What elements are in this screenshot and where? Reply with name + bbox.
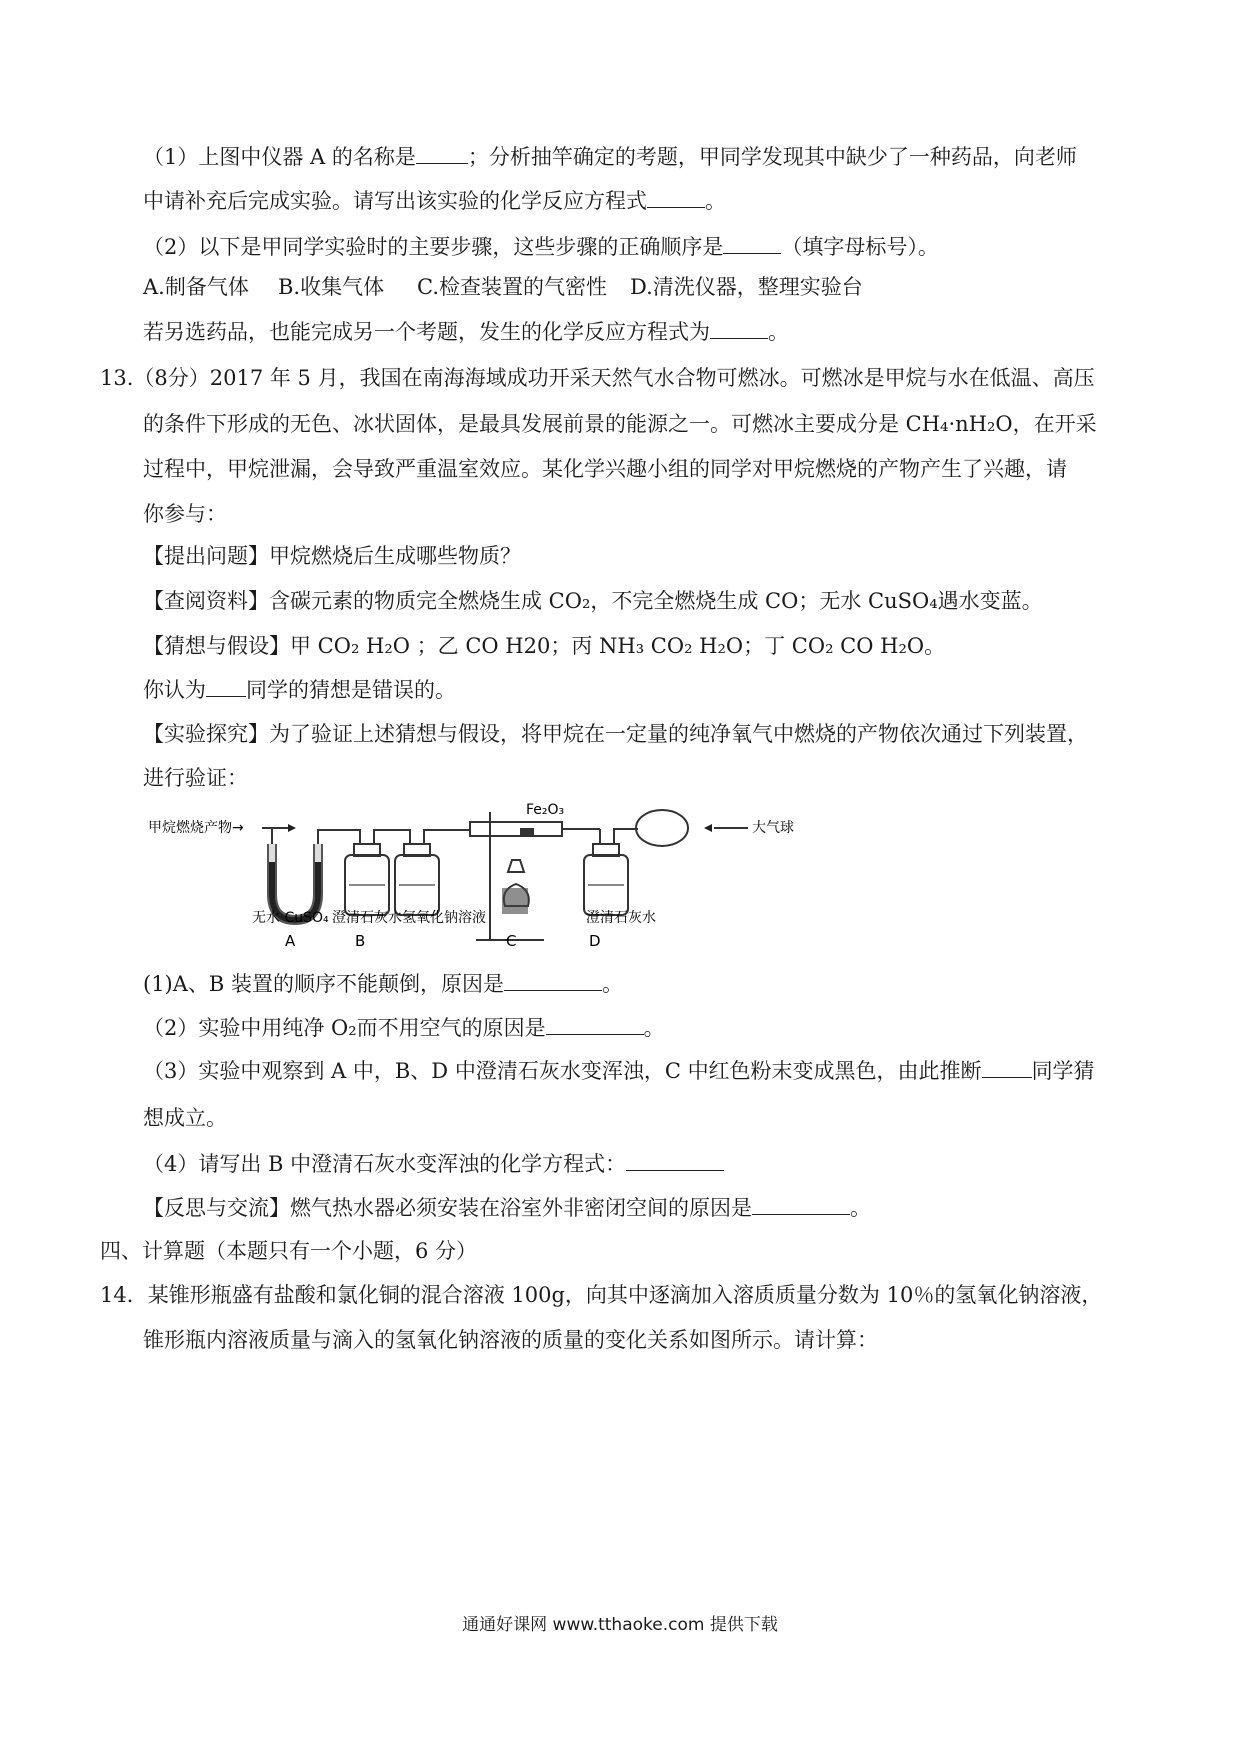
q13-sub3-line2: 想成立。 xyxy=(143,1106,227,1130)
answer-blank[interactable] xyxy=(416,143,468,164)
answer-blank[interactable] xyxy=(982,1057,1032,1078)
answer-blank[interactable] xyxy=(710,318,768,339)
balloon xyxy=(636,810,688,846)
q13-hypothesis: 【猜想与假设】甲 CO₂ H₂O ；乙 CO H20；丙 NH₃ CO₂ H₂O；丁 CO₂ CO H₂O。 xyxy=(143,634,946,658)
option-d: D.清洗仪器，整理实验台 xyxy=(630,275,863,299)
letter-c: C xyxy=(506,932,517,950)
q13-sub4: （4）请写出 B 中澄清石灰水变浑浊的化学方程式： xyxy=(143,1150,724,1178)
option-c: C.检查装置的气密性 xyxy=(417,275,607,299)
q13-sub3-line1: （3）实验中观察到 A 中，B、D 中澄清石灰水变浑浊，C 中红色粉末变成黑色，由此推断 同学猜 xyxy=(143,1059,1095,1083)
u-tube xyxy=(272,844,318,920)
q13-intro-line1: 13.（8分）2017 年 5 月，我国在南海海域成功开采天然气水合物可燃冰。可燃冰是甲烷与水在低温、高压 xyxy=(100,366,1095,390)
q13-intro-line4: 你参与： xyxy=(143,502,227,526)
letter-b: B xyxy=(355,932,366,950)
reagent-naoh: 氢氧化钠溶液 xyxy=(402,910,486,926)
balloon-label: 大气球 xyxy=(752,820,794,836)
answer-blank[interactable] xyxy=(206,676,246,697)
q12-part2: （2）以下是甲同学实验时的主要步骤，这些步骤的正确顺序是 （填字母标号）。 xyxy=(143,235,939,259)
option-b: B.收集气体 xyxy=(278,275,385,299)
q13-sub2: （2）实验中用纯净 O₂而不用空气的原因是 。 xyxy=(143,1016,665,1040)
q13-info: 【查阅资料】含碳元素的物质完全燃烧生成 CO₂，不完全燃烧生成 CO；无水 CuSO₄遇水变蓝。 xyxy=(143,589,1043,613)
q12-part1-line1: （1）上图中仪器 A 的名称是 ；分析抽竿确定的考题，甲同学发现其中缺少了一种药品，向老师 xyxy=(143,145,1077,169)
reagent-d: 澄清石灰水 xyxy=(586,910,656,926)
answer-blank[interactable] xyxy=(504,970,602,991)
answer-blank[interactable] xyxy=(752,1194,850,1215)
option-a: A.制备气体 xyxy=(143,275,249,299)
q12-options xyxy=(143,273,863,301)
q13-explore-line1: 【实验探究】为了验证上述猜想与假设，将甲烷在一定量的纯净氧气中燃烧的产物依次通过下列装置， xyxy=(143,722,1088,746)
reagent-a: 无水 CuSO₄ xyxy=(252,910,329,926)
page-footer: 通通好课网 www.tthaoke.com 提供下载 xyxy=(462,1615,778,1635)
q13-reflect: 【反思与交流】燃气热水器必须安装在浴室外非密闭空间的原因是 。 xyxy=(143,1196,871,1220)
q14-line1: 14．某锥形瓶盛有盐酸和氯化铜的混合溶液 100g，向其中逐滴加入溶质质量分数为 10％的氢氧化钠溶液， xyxy=(100,1283,1103,1307)
q13-judge: 你认为 同学的猜想是错误的。 xyxy=(143,678,456,702)
q12-part1-line2: 中请补充后完成实验。请写出该实验的化学反应方程式 。 xyxy=(143,189,726,213)
q13-explore-line2: 进行验证： xyxy=(143,766,248,790)
fe2o3-label: Fe₂O₃ xyxy=(526,802,565,818)
q13-intro-line2: 的条件下形成的无色、冰状固体，是最具发展前景的能源之一。可燃冰主要成分是 CH₄·nH₂O，在开采 xyxy=(143,412,1097,436)
q13-sub1: (1)A、B 装置的顺序不能颠倒，原因是 。 xyxy=(143,972,624,996)
letter-a: A xyxy=(285,932,296,950)
q13-intro-line3: 过程中，甲烷泄漏，会导致严重温室效应。某化学兴趣小组的同学对甲烷燃烧的产物产生了兴趣，请 xyxy=(143,457,1067,481)
letter-d: D xyxy=(589,932,601,950)
answer-blank[interactable] xyxy=(647,187,705,208)
answer-blank[interactable] xyxy=(546,1014,644,1035)
section4-heading: 四、计算题（本题只有一个小题，6 分） xyxy=(100,1239,478,1263)
q12-extra: 若另选药品，也能完成另一个考题，发生的化学反应方程式为 。 xyxy=(143,320,789,344)
answer-blank[interactable] xyxy=(723,233,781,254)
apparatus-diagram xyxy=(140,800,810,960)
q14-line2: 锥形瓶内溶液质量与滴入的氢氧化钠溶液的质量的变化关系如图所示。请计算： xyxy=(143,1328,878,1352)
combustion-tube xyxy=(470,822,562,836)
input-label: 甲烷燃烧产物→ xyxy=(148,820,244,836)
reagent-b: 澄清石灰水 xyxy=(332,910,402,926)
q13-question: 【提出问题】甲烷燃烧后生成哪些物质？ xyxy=(143,544,521,568)
answer-blank[interactable] xyxy=(626,1150,724,1171)
